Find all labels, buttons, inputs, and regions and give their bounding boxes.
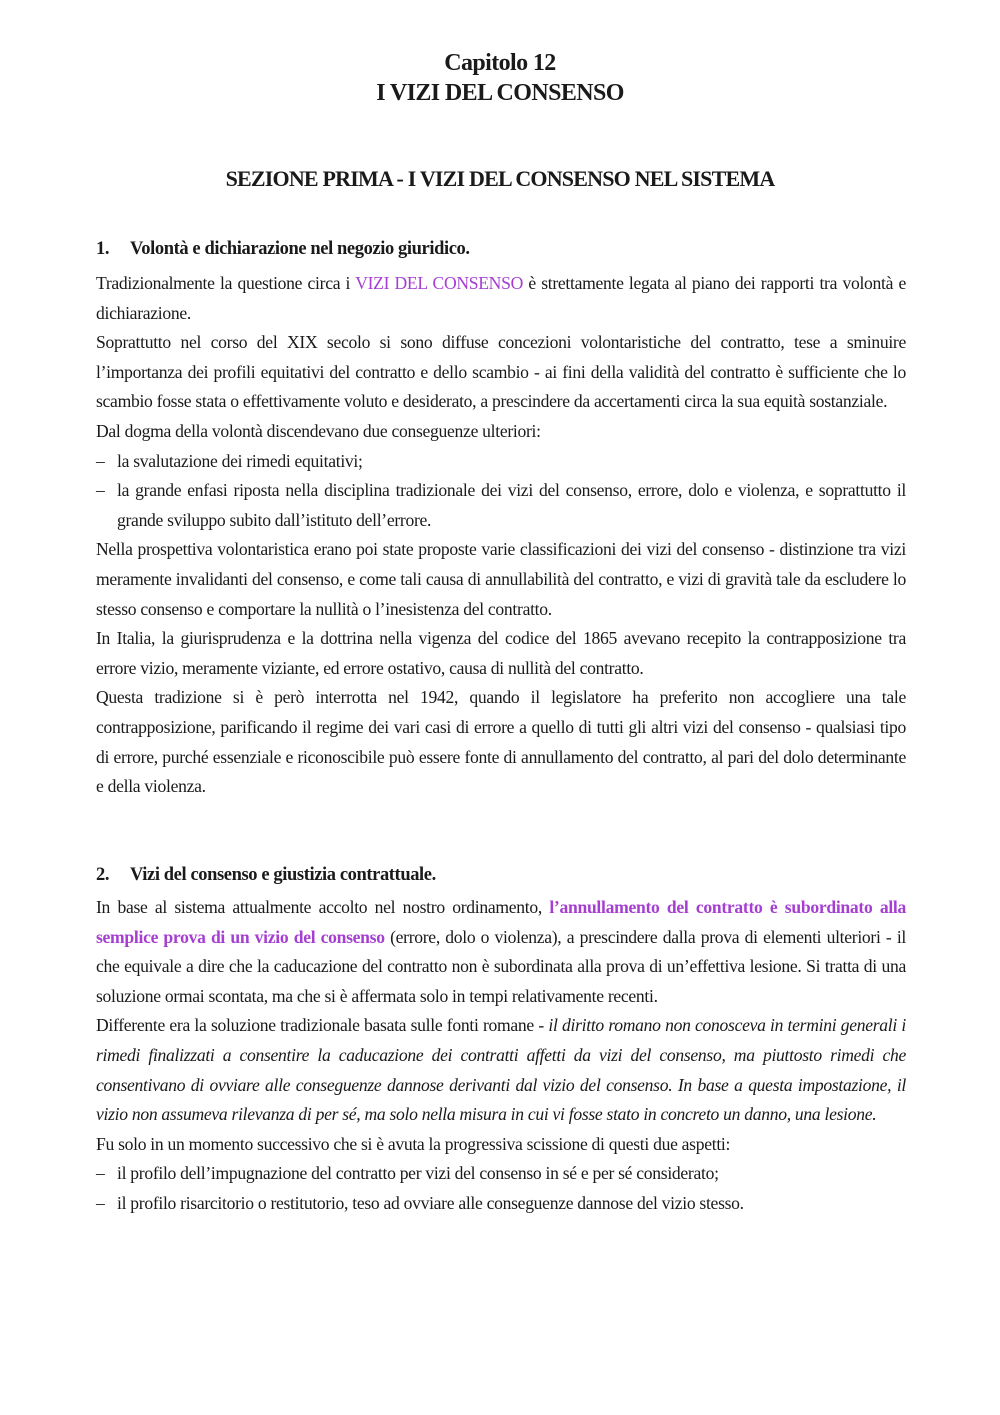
body-paragraph: Soprattutto nel corso del XIX secolo si sono diffuse concezioni volontaristiche del contratto, tese a sminuire l’importanza dei profili equitativi del contratto e dello scambio - ai fini della validità del contratto è sufficiente che lo scambio fosse stata o effettivamente voluto e desiderato, a prescindere da accertamenti circa la sua equità sostanziale.	[96, 332, 906, 412]
paragraph-1-number: 1.	[96, 239, 110, 259]
list-item-text: la svalutazione dei rimedi equitativi;	[117, 450, 363, 471]
list-item	[96, 476, 906, 535]
paragraph-1-body	[96, 269, 906, 802]
list-item-text: il profilo dell’impugnazione del contratto per vizi del consenso in sé e per sé considerato;	[117, 1163, 719, 1184]
chapter-title: I VIZI DEL CONSENSO	[376, 80, 624, 106]
paragraph-1-heading-text: Volontà e dichiarazione nel negozio giuridico.	[130, 239, 470, 259]
list-item	[96, 1159, 906, 1189]
aspects-list	[96, 1159, 906, 1218]
body-paragraph	[96, 269, 906, 328]
text-run: Tradizionalmente la questione circa i	[96, 273, 356, 293]
list-item	[96, 447, 906, 477]
italic-passage: il diritto romano non conosceva in termini generali i rimedi finalizzati a consentire la caducazione dei contratti affetti da vizi del consenso, ma piuttosto rimedi che consentivano di ovviare alle conseguenze dannose derivanti dal vizio del consenso. In base a questa impostazione, il vizio non assumeva rilevanza di per sé, ma solo nella misura in cui vi fosse stato in concreto un danno, una lesione.	[96, 1015, 906, 1125]
list-dash: –	[96, 1192, 105, 1213]
highlighted-statement: l’annullamento del contratto è subordinato alla semplice prova di un vizio del consenso	[96, 897, 906, 947]
paragraph-2-number: 2.	[96, 865, 110, 885]
paragraph-1-heading	[96, 237, 906, 261]
paragraph-2-body	[96, 893, 906, 1219]
body-paragraph: Dal dogma della volontà discendevano due conseguenze ulteriori:	[96, 420, 541, 441]
chapter-number: Capitolo 12	[444, 50, 556, 76]
body-paragraph	[96, 1011, 906, 1129]
list-dash: –	[96, 480, 105, 501]
paragraph-2-heading-text: Vizi del consenso e giustizia contrattuale.	[130, 865, 436, 885]
list-item	[96, 1189, 906, 1219]
text-run: Differente era la soluzione tradizionale basata sulle fonti romane -	[96, 1015, 549, 1036]
highlighted-term: VIZI DEL CONSENSO	[355, 273, 523, 293]
body-paragraph: Questa tradizione si è però interrotta nel 1942, quando il legislatore ha preferito non accogliere una tale contrapposizione, parificando il regime dei vari casi di errore a quello di tutti gli altri vizi del consenso - qualsiasi tipo di errore, purché essenziale e riconoscibile può essere fonte di annullamento del contratto, al pari del dolo determinante e della violenza.	[96, 687, 906, 797]
body-paragraph: In Italia, la giurisprudenza e la dottrina nella vigenza del codice del 1865 avevano recepito la contrapposizione tra errore vizio, meramente viziante, ed errore ostativo, causa di nullità del contratto.	[96, 628, 906, 678]
list-dash: –	[96, 1163, 105, 1184]
text-run: In base al sistema attualmente accolto nel nostro ordinamento,	[96, 897, 550, 917]
body-paragraph	[96, 893, 906, 1011]
list-item-text: la grande enfasi riposta nella disciplina tradizionale dei vizi del consenso, errore, dolo e violenza, e soprattutto il grande sviluppo subito dall’istituto dell’errore.	[117, 480, 906, 530]
body-paragraph: Nella prospettiva volontaristica erano poi state proposte varie classificazioni dei vizi del consenso - distinzione tra vizi meramente invalidanti del consenso, e come tali causa di annullabilità del contratto, e vizi di gravità tale da escludere lo stesso consenso e comportare la nullità o l’inesistenza del contratto.	[96, 539, 906, 619]
section-title: SEZIONE PRIMA - I VIZI DEL CONSENSO NEL SISTEMA	[225, 166, 775, 191]
body-paragraph: Fu solo in un momento successivo che si è avuta la progressiva scissione di questi due aspetti:	[96, 1133, 731, 1154]
list-item-text: il profilo risarcitorio o restitutorio, teso ad ovviare alle conseguenze dannose del vizio stesso.	[117, 1192, 744, 1213]
text-run: (errore, dolo o violenza), a prescindere dalla prova di elementi ulteriori - il che equivale a dire che la caducazione del contratto non è subordinata alla prova di un’effettiva lesione. Si tratta di una soluzione ormai scontata, ma che si è affermata solo in tempi relativamente recenti.	[96, 926, 906, 1006]
text-run: è strettamente legata al piano dei rapporti tra volontà e dichiarazione.	[96, 273, 906, 323]
paragraph-2-heading	[96, 863, 906, 887]
list-dash: –	[96, 450, 105, 471]
consequences-list	[96, 447, 906, 536]
